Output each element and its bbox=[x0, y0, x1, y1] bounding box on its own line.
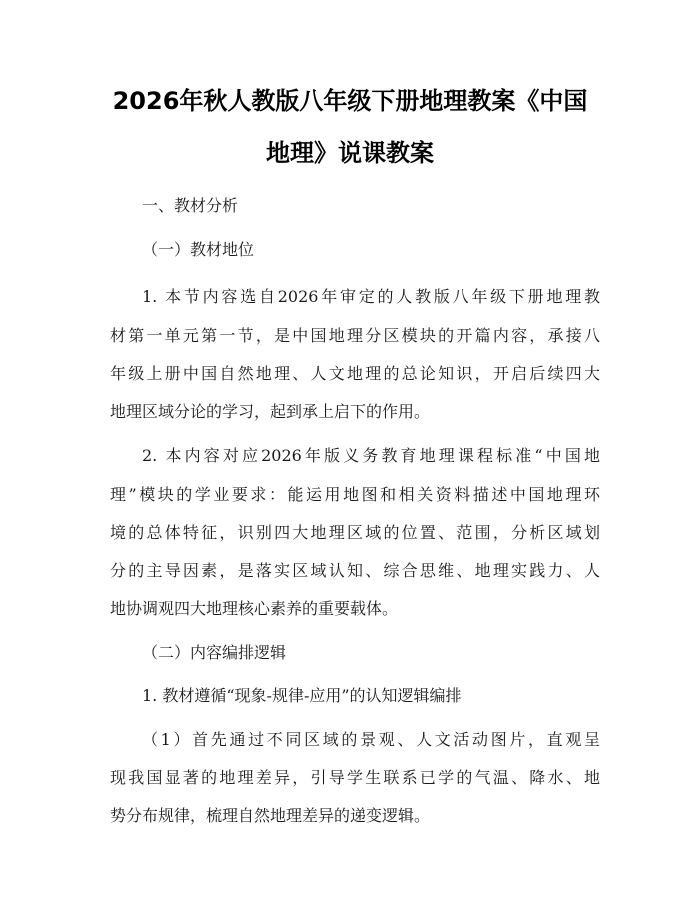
document-title-line-1: 2026年秋人教版八年级下册地理教案《中国 bbox=[112, 87, 588, 115]
paragraph-2-line-4: 分的主导因素，是落实区域认知、综合思维、地理实践力、人 bbox=[110, 561, 600, 580]
paragraph-3-line-2: 现我国显著的地理差异，引导学生联系已学的气温、降水、地 bbox=[110, 768, 600, 787]
paragraph-1-line-1: 1. 本节内容选自2026年审定的人教版八年级下册地理教 bbox=[142, 287, 600, 306]
paragraph-1-line-4: 地理区域分论的学习，起到承上启下的作用。 bbox=[110, 402, 431, 421]
subsection-heading-content-logic: （二）内容编排逻辑 bbox=[142, 643, 287, 662]
paragraph-1-line-2: 材第一单元第一节，是中国地理分区模块的开篇内容，承接八 bbox=[110, 326, 600, 345]
paragraph-2-line-1: 2. 本内容对应2026年版义务教育地理课程标准“中国地 bbox=[142, 446, 600, 465]
subsection-heading-textbook-position: （一）教材地位 bbox=[142, 240, 255, 259]
paragraph-2-line-5: 地协调观四大地理核心素养的重要载体。 bbox=[110, 599, 399, 618]
paragraph-2-line-2: 理”模块的学业要求：能运用地图和相关资料描述中国地理环 bbox=[110, 485, 600, 504]
section-heading-textbook-analysis: 一、教材分析 bbox=[142, 196, 239, 215]
paragraph-2-line-3: 境的总体特征，识别四大地理区域的位置、范围，分析区域划 bbox=[110, 523, 600, 542]
paragraph-3-line-3: 势分布规律，梳理自然地理差异的递变逻辑。 bbox=[110, 806, 431, 825]
document-title-line-2: 地理》说课教案 bbox=[266, 139, 434, 167]
paragraph-1-line-3: 年级上册中国自然地理、人文地理的总论知识，开启后续四大 bbox=[110, 364, 600, 383]
paragraph-3-line-1: （1）首先通过不同区域的景观、人文活动图片，直观呈 bbox=[142, 730, 600, 749]
item-1-heading: 1. 教材遵循“现象-规律-应用”的认知逻辑编排 bbox=[142, 686, 462, 705]
